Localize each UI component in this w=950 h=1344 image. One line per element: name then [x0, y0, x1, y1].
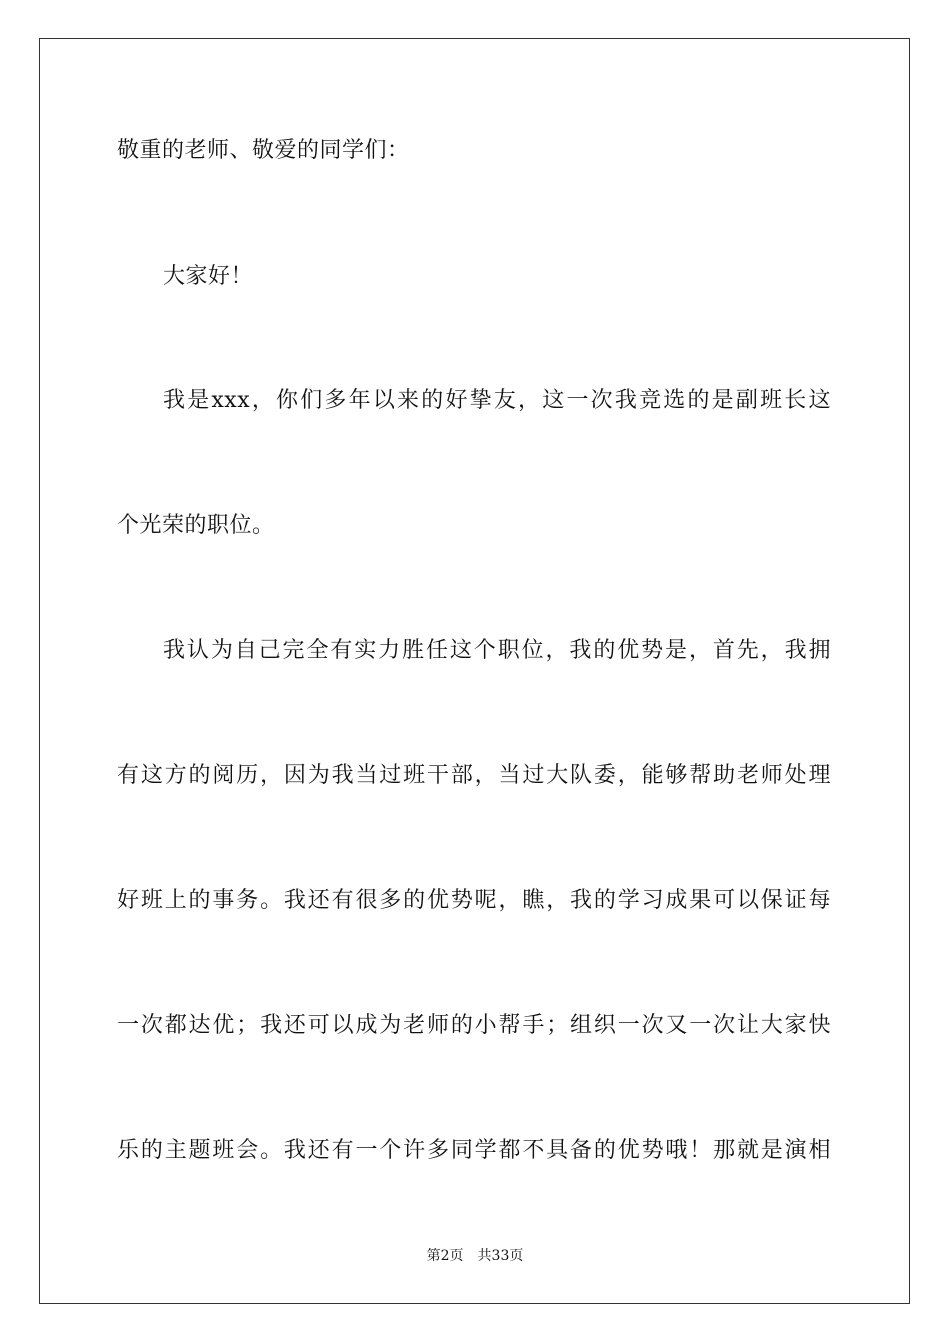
page-total: 共33页 — [477, 1248, 524, 1264]
greeting: 大家好！ — [163, 264, 254, 289]
paragraph-line: 我是xxx，你们多年以来的好挚友，这一次我竞选的是副班长这 — [163, 388, 831, 413]
paragraph-line: 我认为自己完全有实力胜任这个职位，我的优势是，首先，我拥 — [163, 638, 831, 663]
paragraph-line: 好班上的事务。我还有很多的优势呢，瞧，我的学习成果可以保证每 — [117, 888, 831, 913]
paragraph-line: 个光荣的职位。 — [117, 513, 275, 538]
paragraph-line: 乐的主题班会。我还有一个许多同学都不具备的优势哦！那就是演相 — [117, 1138, 831, 1163]
salutation: 敬重的老师、敬爱的同学们： — [117, 138, 410, 163]
paragraph-line: 一次都达优；我还可以成为老师的小帮手；组织一次又一次让大家快 — [117, 1013, 831, 1038]
page-border — [39, 38, 910, 1304]
page-footer — [0, 1247, 950, 1265]
page-number: 第2页 — [426, 1248, 464, 1264]
paragraph-line: 有这方的阅历，因为我当过班干部，当过大队委，能够帮助老师处理 — [117, 763, 831, 788]
